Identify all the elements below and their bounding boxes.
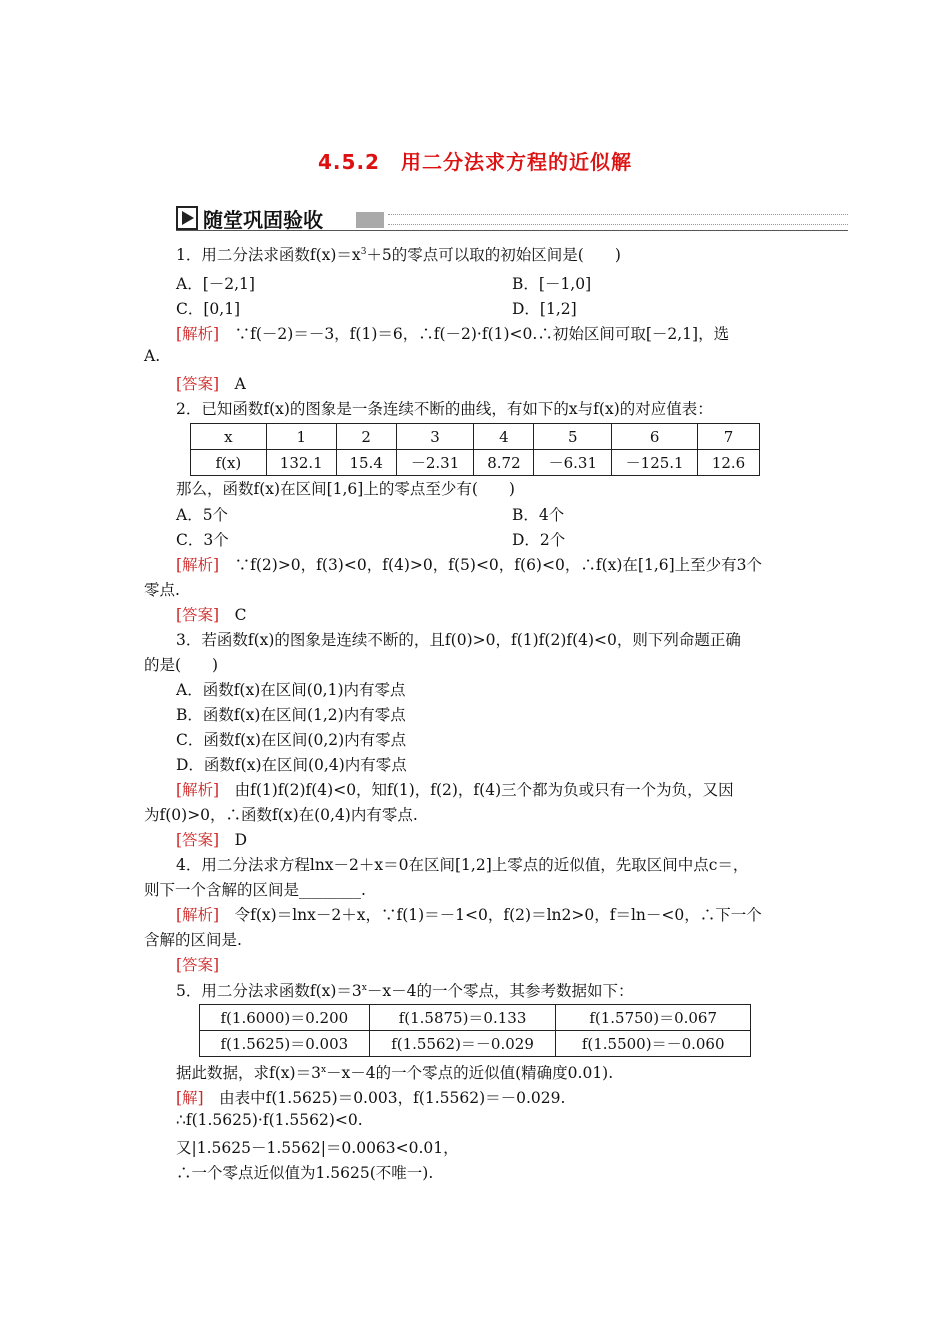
- question-stem-cont: 则下一个含解的区间是________.: [144, 881, 366, 899]
- question-followup: 据此数据，求$f(x)=3^x-x-4$的一个零点的近似值(精确度0.01).: [176, 1064, 614, 1082]
- table-cell: －2.31: [396, 450, 474, 476]
- option-c: C．[0,1]: [176, 300, 241, 318]
- table-cell: f(1.6000)＝0.200: [200, 1005, 370, 1031]
- table-cell: 3: [396, 424, 474, 450]
- table-cell: －125.1: [612, 450, 698, 476]
- solution: [解] 由表中f(1.5625)＝0.003，f(1.5562)＝－0.029.: [176, 1089, 566, 1107]
- table-cell: 12.6: [698, 450, 760, 476]
- section-banner: [176, 204, 848, 232]
- option-a: A．函数f(x)在区间(0,1)内有零点: [176, 681, 406, 699]
- table-cell: 1: [266, 424, 336, 450]
- option-b: B．[－1,0]: [512, 275, 592, 293]
- table-cell: 2: [336, 424, 396, 450]
- option-c: C．3个: [176, 531, 229, 549]
- answer: [答案] A: [176, 375, 246, 393]
- analysis-cont: A.: [144, 347, 161, 365]
- question-stem: 5．用二分法求函数$f(x)=3^x-x-4$的一个零点，其参考数据如下：: [176, 982, 634, 1000]
- solution-line: ∴一个零点近似值为1.5625(不唯一).: [176, 1164, 434, 1182]
- analysis-tag: [解析]: [176, 781, 220, 799]
- table-cell: f(1.5500)＝－0.060: [556, 1031, 751, 1057]
- table-cell: f(x): [191, 450, 267, 476]
- solution-line: ∴f(1.5625)·f(1.5562)<0.: [176, 1111, 363, 1129]
- answer: [答案] D: [176, 831, 248, 849]
- option-d: D．2个: [512, 531, 566, 549]
- analysis: [解析] ∵f(－2)＝－3，f(1)＝6，∴f(－2)·f(1)<0.∴初始区间可取[－2,1]，选: [176, 325, 730, 343]
- answer-tag: [答案]: [176, 375, 220, 393]
- banner-underline: [176, 230, 848, 231]
- banner-title: 随堂巩固验收: [203, 208, 323, 232]
- analysis-cont: 含解的区间是.: [144, 931, 242, 949]
- option-d: D．函数f(x)在区间(0,4)内有零点: [176, 756, 407, 774]
- solution-line: 又|1.5625－1.5562|＝0.0063<0.01，: [176, 1139, 459, 1157]
- question-followup: 那么，函数f(x)在区间[1,6]上的零点至少有( ): [176, 480, 515, 498]
- solution-tag: [解]: [176, 1089, 204, 1107]
- table-cell: 15.4: [336, 450, 396, 476]
- question-stem: 4．用二分法求方程lnx－2＋x＝0在区间[1,2]上零点的近似值，先取区间中点c＝，: [176, 856, 749, 874]
- analysis: [解析] ∵f(2)>0，f(3)<0，f(4)>0，f(5)<0，f(6)<0，∴f(x)在[1,6]上至少有3个: [176, 556, 763, 574]
- table-row: [191, 424, 760, 450]
- answer: [176, 953, 219, 975]
- value-table: [190, 423, 760, 476]
- table-cell: f(1.5750)＝0.067: [556, 1005, 751, 1031]
- analysis-tag: [解析]: [176, 325, 220, 343]
- table-row: [200, 1005, 751, 1031]
- table-cell: x: [191, 424, 267, 450]
- table-cell: 132.1: [266, 450, 336, 476]
- table-cell: 6: [612, 424, 698, 450]
- banner-grey-block: [356, 212, 384, 228]
- page-title: 4.5.2 用二分法求方程的近似解: [318, 150, 632, 174]
- question-stem: 1．用二分法求函数$f(x)=x^3+5$的零点可以取的初始区间是( ): [176, 246, 621, 264]
- analysis: [解析] 由f(1)f(2)f(4)<0，知f(1)，f(2)，f(4)三个都为负或只有一个为负，又因: [176, 781, 734, 799]
- option-a: A．[－2,1]: [176, 275, 255, 293]
- analysis: [解析] 令f(x)＝lnx－2＋x，∵f(1)＝－1<0，f(2)＝ln2>0，f＝ln－<0，∴下一个: [176, 906, 762, 924]
- analysis-cont: 为f(0)>0，∴函数f(x)在(0,4)内有零点.: [144, 806, 418, 824]
- analysis-tag: [解析]: [176, 906, 220, 924]
- table-row: [191, 450, 760, 476]
- option-b: B．4个: [512, 506, 565, 524]
- question-stem: 2．已知函数f(x)的图象是一条连续不断的曲线，有如下的x与f(x)的对应值表：: [176, 400, 713, 418]
- banner-rule: [388, 224, 848, 225]
- table-cell: f(1.5562)＝－0.029: [369, 1031, 556, 1057]
- option-a: A．5个: [176, 506, 229, 524]
- table-cell: f(1.5625)＝0.003: [200, 1031, 370, 1057]
- table-cell: 7: [698, 424, 760, 450]
- analysis-tag: [解析]: [176, 556, 220, 574]
- table-row: [200, 1031, 751, 1057]
- question-stem: 3．若函数f(x)的图象是连续不断的，且f(0)>0，f(1)f(2)f(4)<0，则下列命题正确: [176, 631, 741, 649]
- option-b: B．函数f(x)在区间(1,2)内有零点: [176, 706, 406, 724]
- table-cell: 8.72: [474, 450, 534, 476]
- analysis-cont: 零点.: [144, 581, 180, 599]
- answer-tag: [答案]: [176, 606, 220, 624]
- reference-table: [199, 1004, 751, 1057]
- option-c: C．函数f(x)在区间(0,2)内有零点: [176, 731, 407, 749]
- answer-tag: [答案]: [176, 831, 220, 849]
- answer-tag: [答案]: [176, 956, 220, 974]
- table-cell: 4: [474, 424, 534, 450]
- question-stem-cont: 的是( ): [144, 656, 219, 674]
- table-cell: －6.31: [534, 450, 612, 476]
- option-d: D．[1,2]: [512, 300, 577, 318]
- table-cell: f(1.5875)＝0.133: [369, 1005, 556, 1031]
- answer: [答案] C: [176, 606, 247, 624]
- banner-rule: [388, 214, 848, 215]
- play-arrow-icon: [176, 206, 198, 230]
- table-cell: 5: [534, 424, 612, 450]
